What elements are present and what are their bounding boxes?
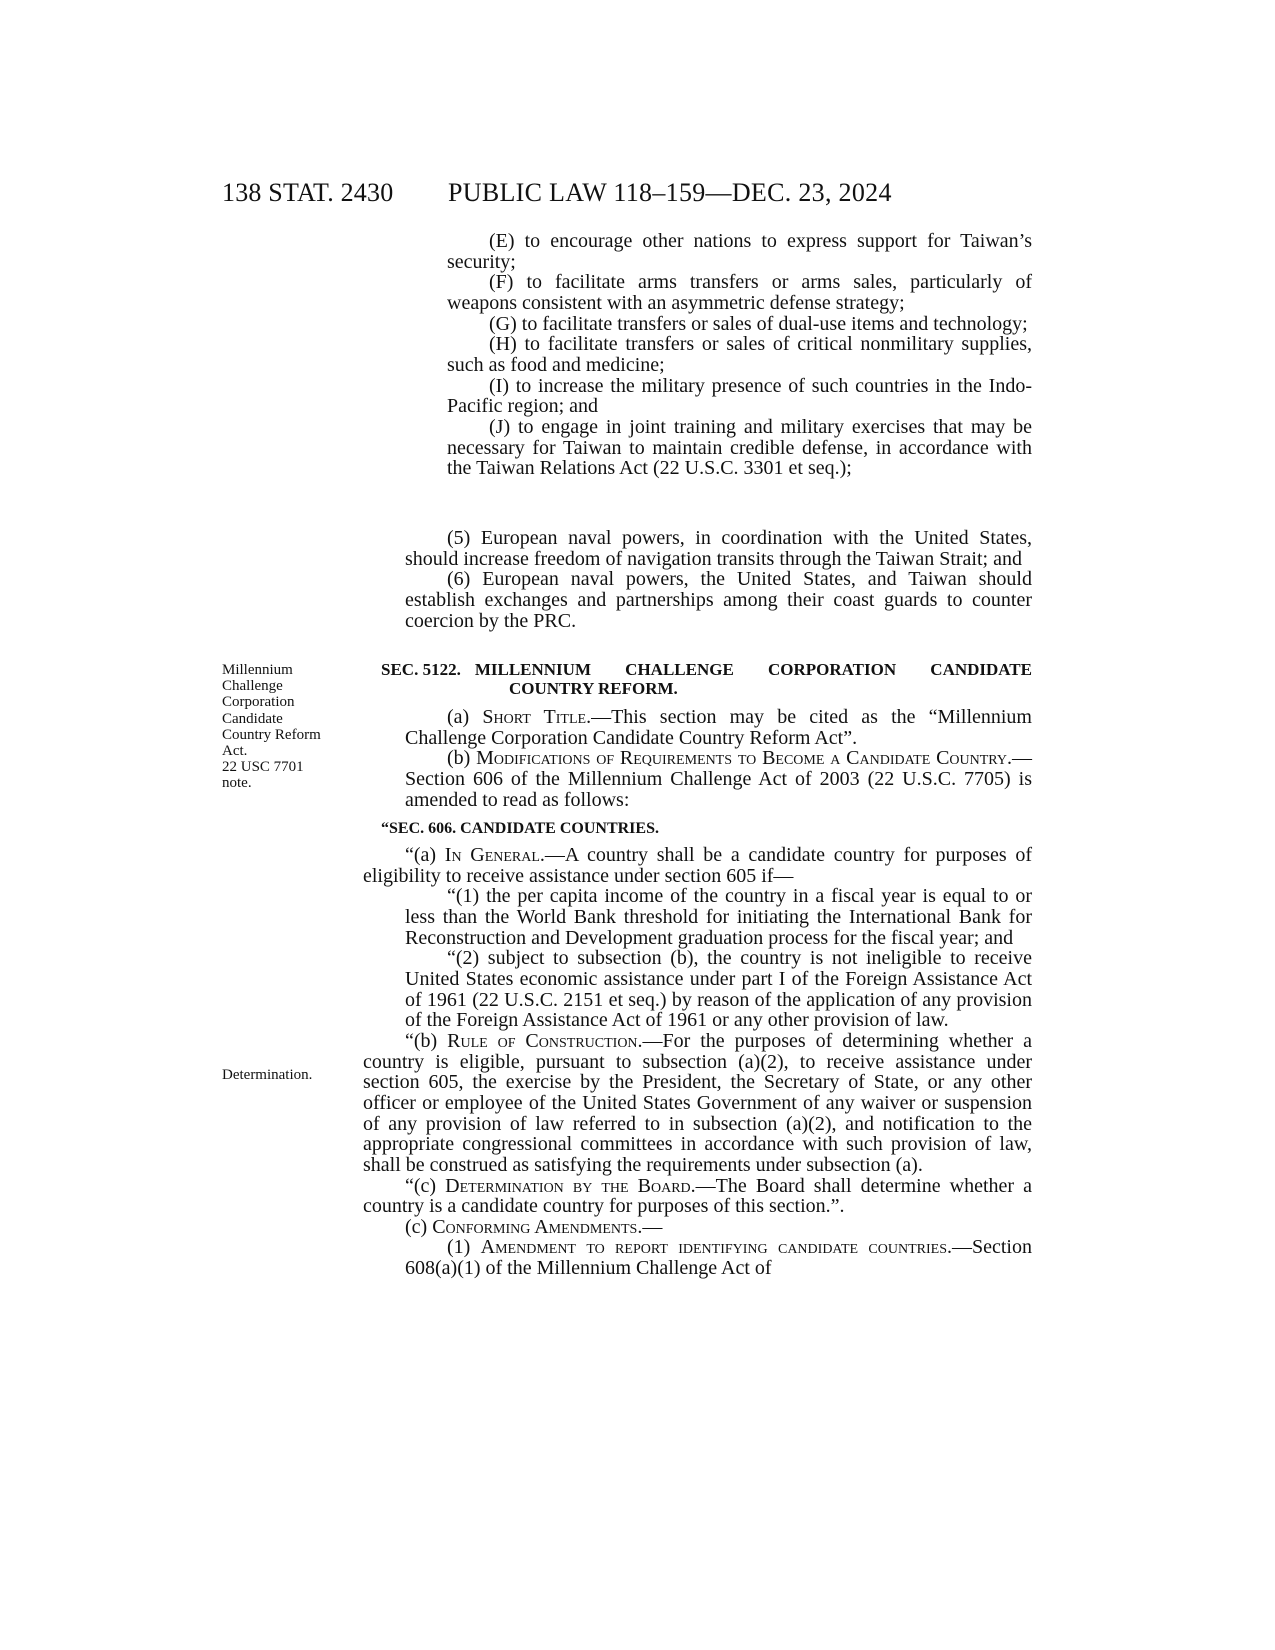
quoted-subsection-a <box>363 845 1032 886</box>
quoted-b-text: .—For the purposes of determining whether a country is eligible, pursuant to subsection (a)(2), to receive assistance under section 605, the exercise by the President, the Secretary of State, or any other officer or employee of the United States Government of any waiver or suspension of any provision of law referred to in subsection (a)(2), and notification to the appropriate congressional committees in accordance with such provision of law, shall be construed as satisfying the requirements under subsection (a). <box>363 1029 1032 1176</box>
subsection-c-paragraph-1 <box>363 1237 1032 1278</box>
quoted-section-body <box>363 845 1032 1279</box>
quoted-a-text: .—A country shall be a candidate country for purposes of eligibility to receive assistance under section 605 if— <box>363 844 1032 887</box>
subsection-c1-heading: Amendment to report identifying candidate countries <box>480 1236 947 1259</box>
subparagraph-h: (H) to facilitate transfers or sales of critical nonmilitary supplies, such as food and medicine; <box>447 333 1032 376</box>
paragraph-list <box>405 528 1032 631</box>
margin-note-mcc-act <box>222 662 321 792</box>
subsection-c1-label: (1) <box>447 1236 481 1259</box>
subsection-c-text: .— <box>637 1215 663 1238</box>
subsection-b-text: .—Section 606 of the Millennium Challenge Act of 2003 (22 U.S.C. 7705) is amended to read as follows: <box>405 747 1032 811</box>
section-title-line1: MILLENNIUM CHALLENGE CORPORATION CANDIDATE <box>474 660 1032 679</box>
quoted-c-text: .—The Board shall determine whether a country is a candidate country for purposes of this section.”. <box>363 1174 1032 1218</box>
subparagraph-f: (F) to facilitate arms transfers or arms sales, particularly of weapons consistent with an asymmetric defense strategy; <box>447 271 1032 314</box>
subsections-a-b <box>405 707 1032 810</box>
subsection-b-label: (b) <box>447 747 477 770</box>
margin-note-line: Millennium <box>222 662 293 678</box>
quoted-section-heading: “SEC. 606. CANDIDATE COUNTRIES. <box>381 820 659 837</box>
margin-note-line: Challenge <box>222 678 283 695</box>
paragraph-5: (5) European naval powers, in coordination with the United States, should increase freedom of navigation transits through the Taiwan Strait; and <box>405 527 1032 570</box>
margin-note-line: note. <box>222 775 252 792</box>
paragraph-6: (6) European naval powers, the United States, and Taiwan should establish exchanges and partnerships among their coast guards to counter coercion by the PRC. <box>405 568 1032 632</box>
quoted-a-heading: In General <box>444 844 540 866</box>
subparagraph-list <box>447 231 1032 479</box>
quoted-b-heading: Rule of Construction <box>447 1029 638 1052</box>
margin-note-determination: Determination. <box>222 1067 313 1083</box>
margin-note-line: Corporation <box>222 694 295 711</box>
subsection-c-label: (c) <box>405 1215 433 1238</box>
quoted-a-label: “(a) <box>405 844 445 866</box>
quoted-c-label: “(c) <box>405 1174 446 1197</box>
subsection-a <box>405 707 1032 748</box>
section-number: SEC. 5122. <box>381 660 461 679</box>
subsection-c1-text: .—Section 608(a)(1) of the Millennium Challenge Act of <box>405 1236 1032 1280</box>
quoted-b-label: “(b) <box>405 1029 448 1052</box>
subsection-a-label: (a) <box>447 706 483 728</box>
quoted-paragraph-a2: “(2) subject to subsection (b), the country is not ineligible to receive United States economic assistance under part I of the Foreign Assistance Act of 1961 (22 U.S.C. 2151 et seq.) by reason of the application of any provision of the Foreign Assistance Act of 1961 or any other provision of law. <box>405 947 1032 1032</box>
section-heading-line1 <box>381 660 1032 679</box>
subparagraph-e: (E) to encourage other nations to express support for Taiwan’s security; <box>447 230 1032 273</box>
margin-note-line: Country Reform <box>222 726 321 743</box>
running-head: PUBLIC LAW 118–159—DEC. 23, 2024 <box>448 178 892 207</box>
subsection-a-heading: Short Title <box>482 706 587 728</box>
subsection-b <box>405 748 1032 810</box>
subsection-a-text: .—This section may be cited as the “Millennium Challenge Corporation Candidate Country Reform Act”. <box>405 706 1032 749</box>
subparagraph-g: (G) to facilitate transfers or sales of dual-use items and technology; <box>489 312 1028 335</box>
section-title-line2: COUNTRY REFORM. <box>509 679 678 698</box>
quoted-paragraph-a1: “(1) the per capita income of the country in a fiscal year is equal to or less than the World Bank threshold for initiating the International Bank for Reconstruction and Development graduation process for the fiscal year; and <box>405 885 1032 949</box>
quoted-c-heading: Determination by the Board <box>445 1174 691 1197</box>
subsection-c <box>363 1217 1032 1238</box>
quoted-subsection-c <box>363 1176 1032 1217</box>
subparagraph-j: (J) to engage in joint training and military exercises that may be necessary for Taiwan to maintain credible defense, in accordance with the Taiwan Relations Act (22 U.S.C. 3301 et seq.); <box>447 415 1032 480</box>
margin-note-line: 22 USC 7701 <box>222 759 304 776</box>
quoted-subsection-b <box>363 1031 1032 1176</box>
section-heading <box>381 660 1032 698</box>
subsection-c-heading: Conforming Amendments <box>432 1215 638 1238</box>
subparagraph-i: (I) to increase the military presence of such countries in the Indo-Pacific region; and <box>447 374 1032 418</box>
stat-page-number: 138 STAT. 2430 <box>222 178 394 207</box>
margin-note-line: Candidate <box>222 710 283 727</box>
subsection-b-heading: Modifications of Requirements to Become a Candidate Country <box>476 747 1007 770</box>
margin-note-line: Act. <box>222 743 248 760</box>
